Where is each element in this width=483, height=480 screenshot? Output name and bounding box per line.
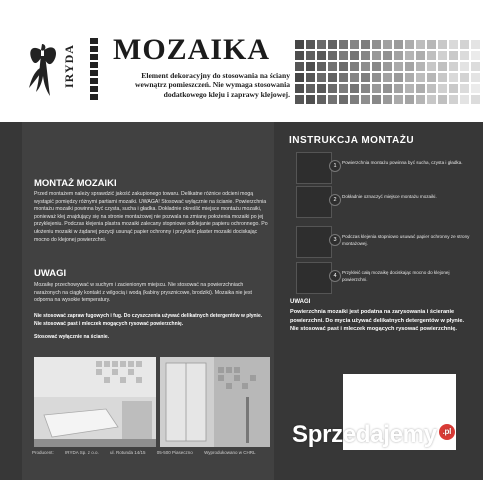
mosaic-tile (350, 73, 359, 82)
bathroom-photo (34, 357, 156, 447)
mosaic-tile (361, 40, 370, 49)
mosaic-tile (416, 40, 425, 49)
mosaic-tile (328, 62, 337, 71)
watermark-badge: .pl (439, 424, 455, 440)
mosaic-tile (372, 62, 381, 71)
product-subtitle: Element dekoracyjny do stosowania na ściany wewnątrz pomieszczeń. Nie wymaga stosowania dodatkowego kleju i zaprawy klejowej. (134, 71, 290, 99)
shower-photo (160, 357, 270, 447)
uwagi-text: Mozaikę przechowywać w suchym i zacienionym miejscu. Nie stosować na powierzchniach narażonych na ciągły kontakt z wilgocią i wodą (kabiny prysznicowe, brodziki). Mozaika nie jest odporna na wysokie temperatury. (34, 282, 252, 304)
mosaic-tile (416, 84, 425, 93)
mosaic-tile (427, 84, 436, 93)
step-text: Dokładnie oznaczyć miejsce montażu mozaiki. (342, 194, 437, 199)
mosaic-tile (339, 62, 348, 71)
mosaic-tile (460, 73, 469, 82)
footer-company: IRYDA Sp. z o.o. (65, 450, 99, 455)
mosaic-tile (427, 62, 436, 71)
mosaic-tile (405, 62, 414, 71)
press-mosaic-icon (296, 262, 332, 294)
mosaic-tile (361, 84, 370, 93)
fairy-logo-icon (26, 38, 60, 100)
product-title: MOZAIKA (113, 33, 270, 66)
mosaic-tile (394, 40, 403, 49)
mosaic-tile (295, 51, 304, 60)
hand-wipe-icon (296, 152, 332, 184)
footer-city: 05-500 Piaseczno (156, 450, 193, 455)
mosaic-tile (350, 62, 359, 71)
mosaic-tile (427, 40, 436, 49)
watermark-text: Sprzedajemy (292, 421, 437, 448)
uwagi-wall-only: Stosować wyłącznie na ścianie. (34, 334, 110, 340)
mosaic-tile (460, 62, 469, 71)
mosaic-tile (438, 51, 447, 60)
brand-name: IRYDA (62, 44, 76, 88)
mosaic-tile (339, 51, 348, 60)
uwagi-right-heading: UWAGI (290, 299, 311, 305)
peel-paper-icon (296, 226, 332, 258)
mosaic-tile (460, 40, 469, 49)
mosaic-tile (372, 73, 381, 82)
montaz-text: Przed montażem należy sprawdzić jakość zakupionego towaru. Delikatne różnice odcieni mogą wystąpić pomiędzy różnymi partiami mozaiki. UWAGA! Stosować wyłącznie na ścianie. Powierzchnia montażu mozaiki powinna być czysta, sucha i gładka. Dokładnie określić miejsce montażu mozaiki, ponieważ klej znajdujący się na stronie montażowej nie pozwala na zmianę położenia mozaiki po jej przyklejeniu. Podczas klejenia plastra mozaiki zalecany stopniowe odklejanie papieru ochronnego. Po ułożeniu mozaiki w żądanej pozycji usunąć papier ochronny i przykleić plaster mozaiki dociskając mocno do klejonej powierzchni. (34, 191, 268, 243)
instruction-step-4 (296, 262, 476, 296)
mosaic-tile (350, 51, 359, 60)
mosaic-tile (306, 95, 315, 104)
mosaic-tile (328, 95, 337, 104)
mosaic-tile (438, 62, 447, 71)
mosaic-tile (405, 73, 414, 82)
mosaic-tile (383, 95, 392, 104)
mosaic-tile (449, 62, 458, 71)
mosaic-tile (361, 95, 370, 104)
mosaic-tile (471, 62, 480, 71)
step-text: Powierzchnia montażu powinna być sucha, czysta i gładka. (342, 160, 463, 165)
mosaic-tile (438, 40, 447, 49)
mosaic-tile (405, 51, 414, 60)
mosaic-tile (471, 73, 480, 82)
pencil-mark-icon (296, 186, 332, 218)
mosaic-tile (372, 40, 381, 49)
mosaic-tile (383, 62, 392, 71)
mosaic-tile (328, 40, 337, 49)
step-text: Podczas klejenia stopniowo usuwać papier ochronny ze strony montażowej. (342, 234, 470, 246)
mosaic-tile (471, 51, 480, 60)
step-number: 4 (329, 270, 341, 282)
instruction-step-1 (296, 152, 476, 186)
instrukcja-heading: INSTRUKCJA MONTAŻU (289, 135, 415, 146)
mosaic-tile (295, 40, 304, 49)
mosaic-tile (405, 95, 414, 104)
step-number: 3 (329, 234, 341, 246)
mosaic-tile (306, 40, 315, 49)
mosaic-tile (295, 62, 304, 71)
mosaic-tile (339, 40, 348, 49)
montaz-heading: MONTAŻ MOZAIKI (34, 178, 117, 189)
instruction-step-3 (296, 226, 476, 260)
mosaic-tile (416, 51, 425, 60)
mosaic-tile (372, 51, 381, 60)
mosaic-tile (449, 51, 458, 60)
mosaic-tile (427, 51, 436, 60)
step-number: 1 (329, 160, 341, 172)
footer-origin: Wyprodukowano w CHRL (204, 450, 256, 455)
mosaic-tile (339, 73, 348, 82)
mosaic-tile (449, 84, 458, 93)
mosaic-tile (438, 84, 447, 93)
mosaic-tile (383, 40, 392, 49)
mosaic-tile (339, 84, 348, 93)
mosaic-tile (449, 73, 458, 82)
mosaic-tile (317, 73, 326, 82)
mosaic-tiles-graphic (295, 40, 483, 110)
mosaic-tile (383, 84, 392, 93)
mosaic-tile (317, 84, 326, 93)
mosaic-tile (317, 40, 326, 49)
mosaic-tile (449, 40, 458, 49)
mosaic-tile (394, 62, 403, 71)
mosaic-tile (416, 62, 425, 71)
mosaic-tile (394, 51, 403, 60)
mosaic-tile (350, 40, 359, 49)
mosaic-tile (328, 84, 337, 93)
uwagi-heading: UWAGI (34, 268, 67, 279)
mosaic-tile (427, 95, 436, 104)
mosaic-tile (416, 73, 425, 82)
mosaic-tile (438, 73, 447, 82)
mosaic-tile (361, 62, 370, 71)
mosaic-tile (471, 95, 480, 104)
mosaic-tile (449, 95, 458, 104)
mosaic-tile (460, 84, 469, 93)
mosaic-tile (405, 84, 414, 93)
step-number: 2 (329, 194, 341, 206)
mosaic-tile (350, 84, 359, 93)
uwagi-warning: Nie stosować zapraw fugowych i fug. Do czyszczenia używać delikatnych detergentów w płynie. Nie stosować past i mleczek mogących rysować powierzchnię. (34, 313, 263, 327)
mosaic-tile (427, 73, 436, 82)
mosaic-tile (372, 95, 381, 104)
mosaic-tile (460, 95, 469, 104)
mosaic-tile (361, 73, 370, 82)
mosaic-tile (416, 95, 425, 104)
mosaic-tile (295, 73, 304, 82)
footer-label: Producent: (32, 450, 54, 455)
watermark (292, 421, 455, 449)
mosaic-tile (306, 84, 315, 93)
mosaic-tile (317, 51, 326, 60)
uwagi-right-text: Powierzchnia mozaiki jest podatna na zarysowania i ścieranie powierzchni. Do mycia używać delikatnych detergentów w płynie. Nie stosować past i mleczek mogących rysować powierzchnię. (290, 309, 465, 333)
mosaic-tile (306, 51, 315, 60)
mosaic-tile (383, 73, 392, 82)
mosaic-tile (361, 51, 370, 60)
instruction-step-2 (296, 186, 476, 220)
producer-footer (32, 450, 272, 455)
mosaic-tile (306, 62, 315, 71)
mosaic-tile (394, 95, 403, 104)
footer-street: ul. Rotunda 14/15 (109, 450, 146, 455)
mosaic-tile (394, 73, 403, 82)
mosaic-tile (405, 40, 414, 49)
mosaic-tile (460, 51, 469, 60)
mosaic-tile (328, 73, 337, 82)
mosaic-tile (306, 73, 315, 82)
mosaic-tile (317, 95, 326, 104)
mosaic-tile (295, 95, 304, 104)
step-text: Przykleić całą mozaikę dociskając mocno do klejonej powierzchni. (342, 270, 450, 282)
mosaic-tile (394, 84, 403, 93)
mosaic-tile (438, 95, 447, 104)
mosaic-tile (350, 95, 359, 104)
mosaic-tile (471, 84, 480, 93)
mosaic-tile (383, 51, 392, 60)
decorative-bars (90, 38, 98, 100)
mosaic-tile (339, 95, 348, 104)
mosaic-tile (372, 84, 381, 93)
mosaic-tile (317, 62, 326, 71)
mosaic-tile (471, 40, 480, 49)
mosaic-tile (295, 84, 304, 93)
mosaic-tile (328, 51, 337, 60)
